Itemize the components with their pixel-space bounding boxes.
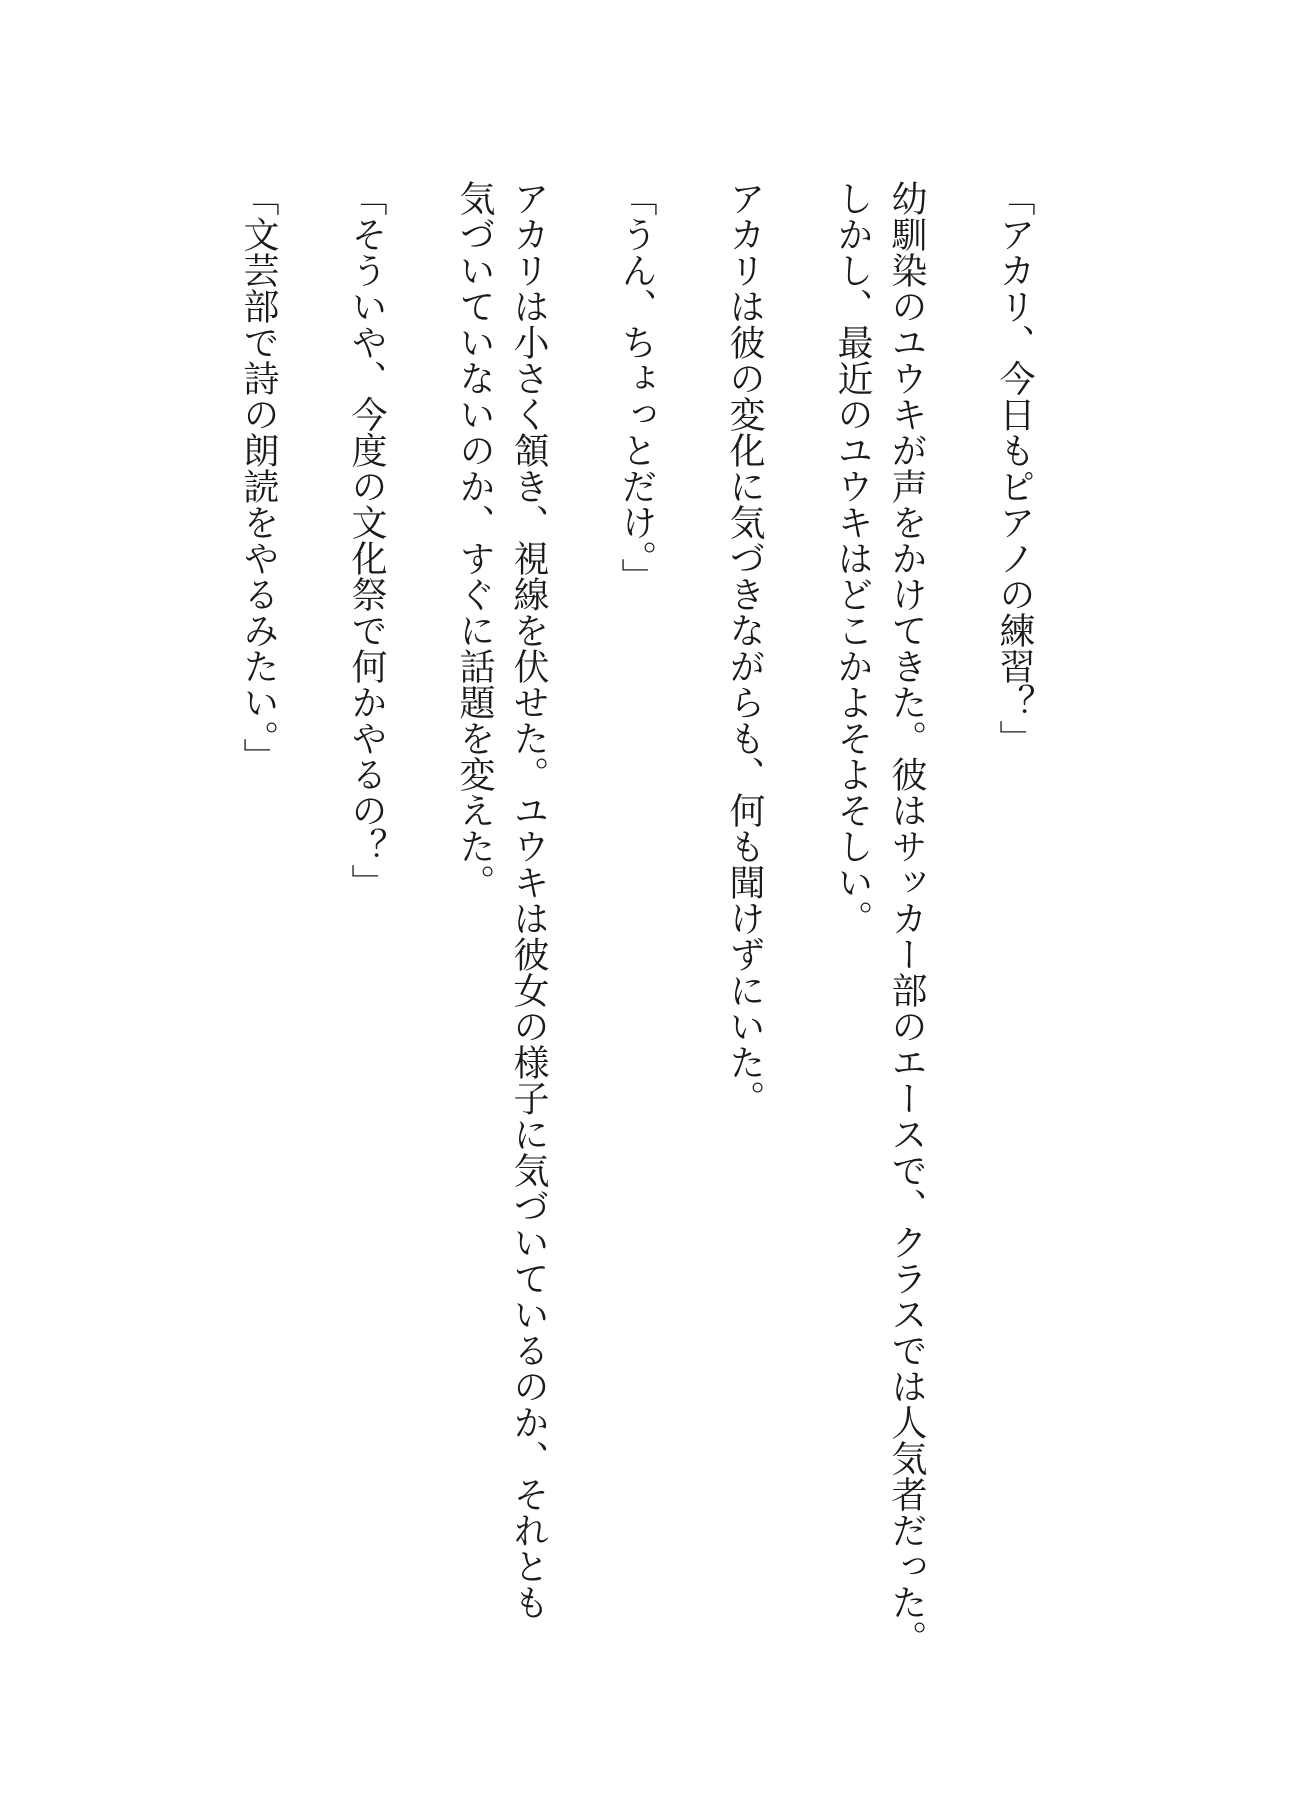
narration-paragraph-1 xyxy=(826,180,934,1670)
text-line: 幼馴染のユウキが声をかけてきた。彼はサッカー部のエースで、クラスでは人気者だった。 xyxy=(887,180,927,1656)
narration-paragraph-2 xyxy=(718,180,772,1670)
text-line: 「アカリ、今日もピアノの練習？」 xyxy=(995,180,1035,756)
vertical-text-block xyxy=(178,180,1042,1670)
text-line: 「そういや、今度の文化祭で何かやるの？」 xyxy=(347,180,387,900)
narration-paragraph-3 xyxy=(448,180,556,1670)
text-line: アカリは小さく頷き、視線を伏せた。ユウキは彼女の様子に気づいているのか、それとも xyxy=(509,180,549,1620)
text-line: 「うん、ちょっとだけ。」 xyxy=(617,180,657,594)
dialogue-paragraph-4 xyxy=(232,180,286,1670)
text-line: 「文芸部で詩の朗読をやるみたい。」 xyxy=(239,180,279,774)
dialogue-paragraph-1 xyxy=(988,180,1042,1670)
text-line: しかし、最近のユウキはどこかよそよそしい。 xyxy=(833,180,873,936)
dialogue-paragraph-2 xyxy=(610,180,664,1670)
text-line: アカリは彼の変化に気づきながらも、何も聞けずにいた。 xyxy=(725,180,765,1116)
text-line: 気づいていないのか、すぐに話題を変えた。 xyxy=(455,180,495,900)
dialogue-paragraph-3 xyxy=(340,180,394,1670)
